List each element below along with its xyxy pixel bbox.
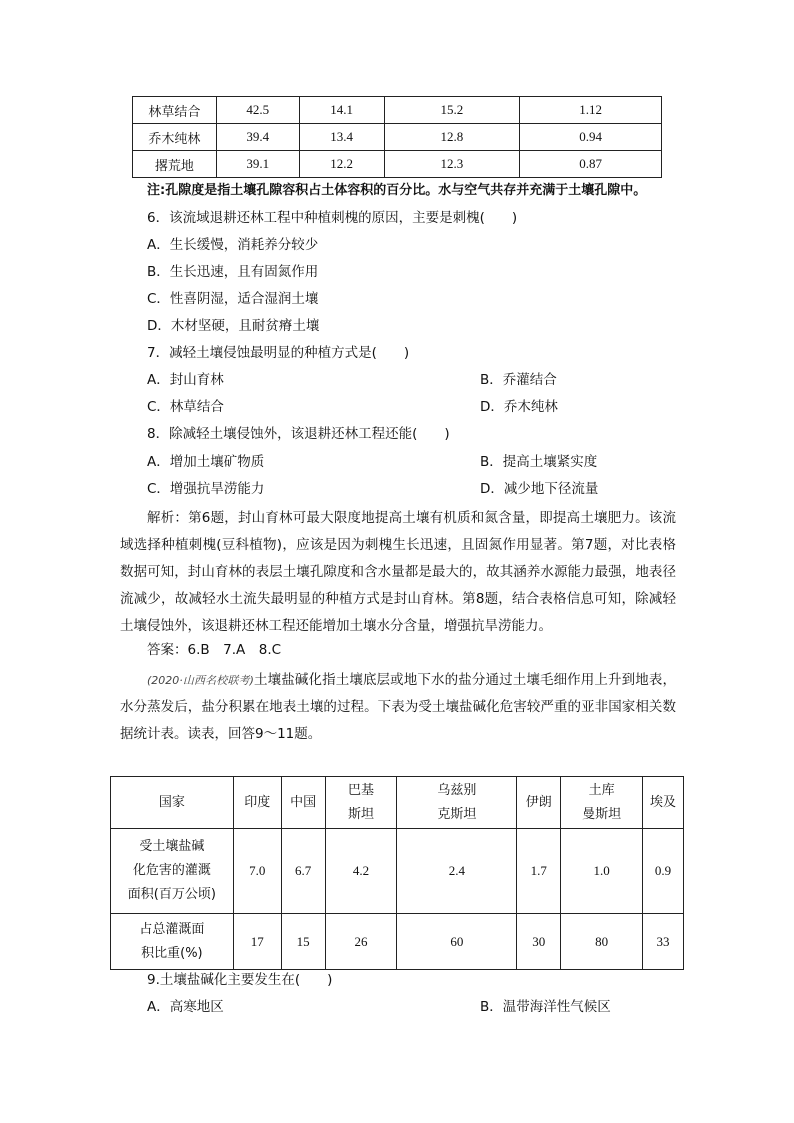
table-cell: 撂荒地 bbox=[133, 151, 217, 178]
q8-option-a: A．增加土壤矿物质 bbox=[147, 454, 265, 470]
table-cell: 乔木纯林 bbox=[133, 124, 217, 151]
source-tag: (2020·山西名校联考) bbox=[147, 674, 254, 687]
q9-option-a: A．高寒地区 bbox=[147, 999, 224, 1015]
intro-paragraph bbox=[120, 667, 676, 748]
table-cell: 15 bbox=[281, 914, 325, 970]
table-cell: 12.8 bbox=[384, 124, 520, 151]
table-cell: 15.2 bbox=[384, 97, 520, 124]
table-cell: 1.0 bbox=[561, 829, 643, 914]
table-cell: 26 bbox=[325, 914, 397, 970]
q7-option-a: A．封山育林 bbox=[147, 372, 224, 388]
q6-option-b: B．生长迅速，且有固氮作用 bbox=[147, 264, 319, 280]
table-cell: 13.4 bbox=[299, 124, 384, 151]
column-header: 土库 曼斯坦 bbox=[561, 777, 643, 829]
table-cell: 7.0 bbox=[233, 829, 281, 914]
table-header-row bbox=[111, 777, 684, 829]
table-cell: 2.4 bbox=[397, 829, 517, 914]
table-cell: 12.3 bbox=[384, 151, 520, 178]
question-9-stem: 9.土壤盐碱化主要发生在( ) bbox=[147, 972, 333, 988]
question-6-stem: 6．该流域退耕还林工程中种植刺槐的原因，主要是刺槐( ) bbox=[147, 210, 518, 226]
q8-option-b: B．提高土壤紧实度 bbox=[480, 454, 598, 470]
table-cell: 14.1 bbox=[299, 97, 384, 124]
table-cell: 6.7 bbox=[281, 829, 325, 914]
table-cell: 80 bbox=[561, 914, 643, 970]
table-cell: 60 bbox=[397, 914, 517, 970]
salinization-table bbox=[110, 776, 684, 970]
q7-option-c: C．林草结合 bbox=[147, 399, 224, 415]
table-cell: 0.94 bbox=[520, 124, 662, 151]
table-cell: 17 bbox=[233, 914, 281, 970]
table-cell: 30 bbox=[517, 914, 561, 970]
q8-option-d: D．减少地下径流量 bbox=[480, 481, 599, 497]
q6-option-a: A．生长缓慢，消耗养分较少 bbox=[147, 237, 319, 253]
table-cell: 0.9 bbox=[643, 829, 684, 914]
column-header: 中国 bbox=[281, 777, 325, 829]
column-header: 印度 bbox=[233, 777, 281, 829]
table-row bbox=[111, 829, 684, 914]
table-row bbox=[133, 151, 662, 178]
column-header: 埃及 bbox=[643, 777, 684, 829]
table-cell: 1.12 bbox=[520, 97, 662, 124]
table-row bbox=[133, 124, 662, 151]
table-note: 注:孔隙度是指土壤孔隙容积占土体容积的百分比。水与空气共存并充满于土壤孔隙中。 bbox=[147, 183, 647, 198]
q8-option-c: C．增强抗旱涝能力 bbox=[147, 481, 265, 497]
answer-line: 答案：6.B 7.A 8.C bbox=[147, 642, 282, 658]
table-cell: 39.4 bbox=[216, 124, 299, 151]
q6-option-d: D．木材坚硬，且耐贫瘠土壤 bbox=[147, 318, 320, 334]
analysis-paragraph: 解析：第6题，封山育林可最大限度地提高土壤有机质和氮含量，即提高土壤肥力。该流域选择种植刺槐(豆科植物)，应该是因为刺槐生长迅速，且固氮作用显著。第7题，对比表格数据可知，封山育林的表层土壤孔隙度和含水量都是最大的，故其涵养水源能力最强，地表径流减少，故减轻水土流失最明显的种植方式是封山育林。第8题，结合表格信息可知，除减轻土壤侵蚀外，该退耕还林工程还能增加土壤水分含量，增强抗旱涝能力。 bbox=[120, 510, 676, 634]
q7-option-b: B．乔灌结合 bbox=[480, 372, 557, 388]
table-cell: 林草结合 bbox=[133, 97, 217, 124]
header-label: 国家 bbox=[111, 777, 234, 829]
row-label: 占总灌溉面 积比重(%) bbox=[111, 914, 234, 970]
table-row bbox=[133, 97, 662, 124]
table-cell: 4.2 bbox=[325, 829, 397, 914]
column-header: 伊朗 bbox=[517, 777, 561, 829]
question-8-stem: 8．除减轻土壤侵蚀外，该退耕还林工程还能( ) bbox=[147, 426, 450, 442]
question-7-stem: 7．减轻土壤侵蚀最明显的种植方式是( ) bbox=[147, 345, 410, 361]
row-label: 受土壤盐碱 化危害的灌溉 面积(百万公顷) bbox=[111, 829, 234, 914]
table-row bbox=[111, 914, 684, 970]
table-cell: 39.1 bbox=[216, 151, 299, 178]
column-header: 乌兹别 克斯坦 bbox=[397, 777, 517, 829]
column-header: 巴基 斯坦 bbox=[325, 777, 397, 829]
q6-option-c: C．性喜阴湿，适合湿润土壤 bbox=[147, 291, 319, 307]
table-cell: 1.7 bbox=[517, 829, 561, 914]
table-cell: 0.87 bbox=[520, 151, 662, 178]
table-cell: 12.2 bbox=[299, 151, 384, 178]
q9-option-b: B．温带海洋性气候区 bbox=[480, 999, 611, 1015]
q7-option-d: D．乔木纯林 bbox=[480, 399, 558, 415]
soil-data-table bbox=[132, 96, 662, 178]
intro-text: 土壤盐碱化指土壤底层或地下水的盐分通过土壤毛细作用上升到地表，水分蒸发后，盐分积累在地表土壤的过程。下表为受土壤盐碱化危害较严重的亚非国家相关数据统计表。读表，回答9～11题。 bbox=[120, 672, 676, 742]
table-cell: 33 bbox=[643, 914, 684, 970]
table-cell: 42.5 bbox=[216, 97, 299, 124]
